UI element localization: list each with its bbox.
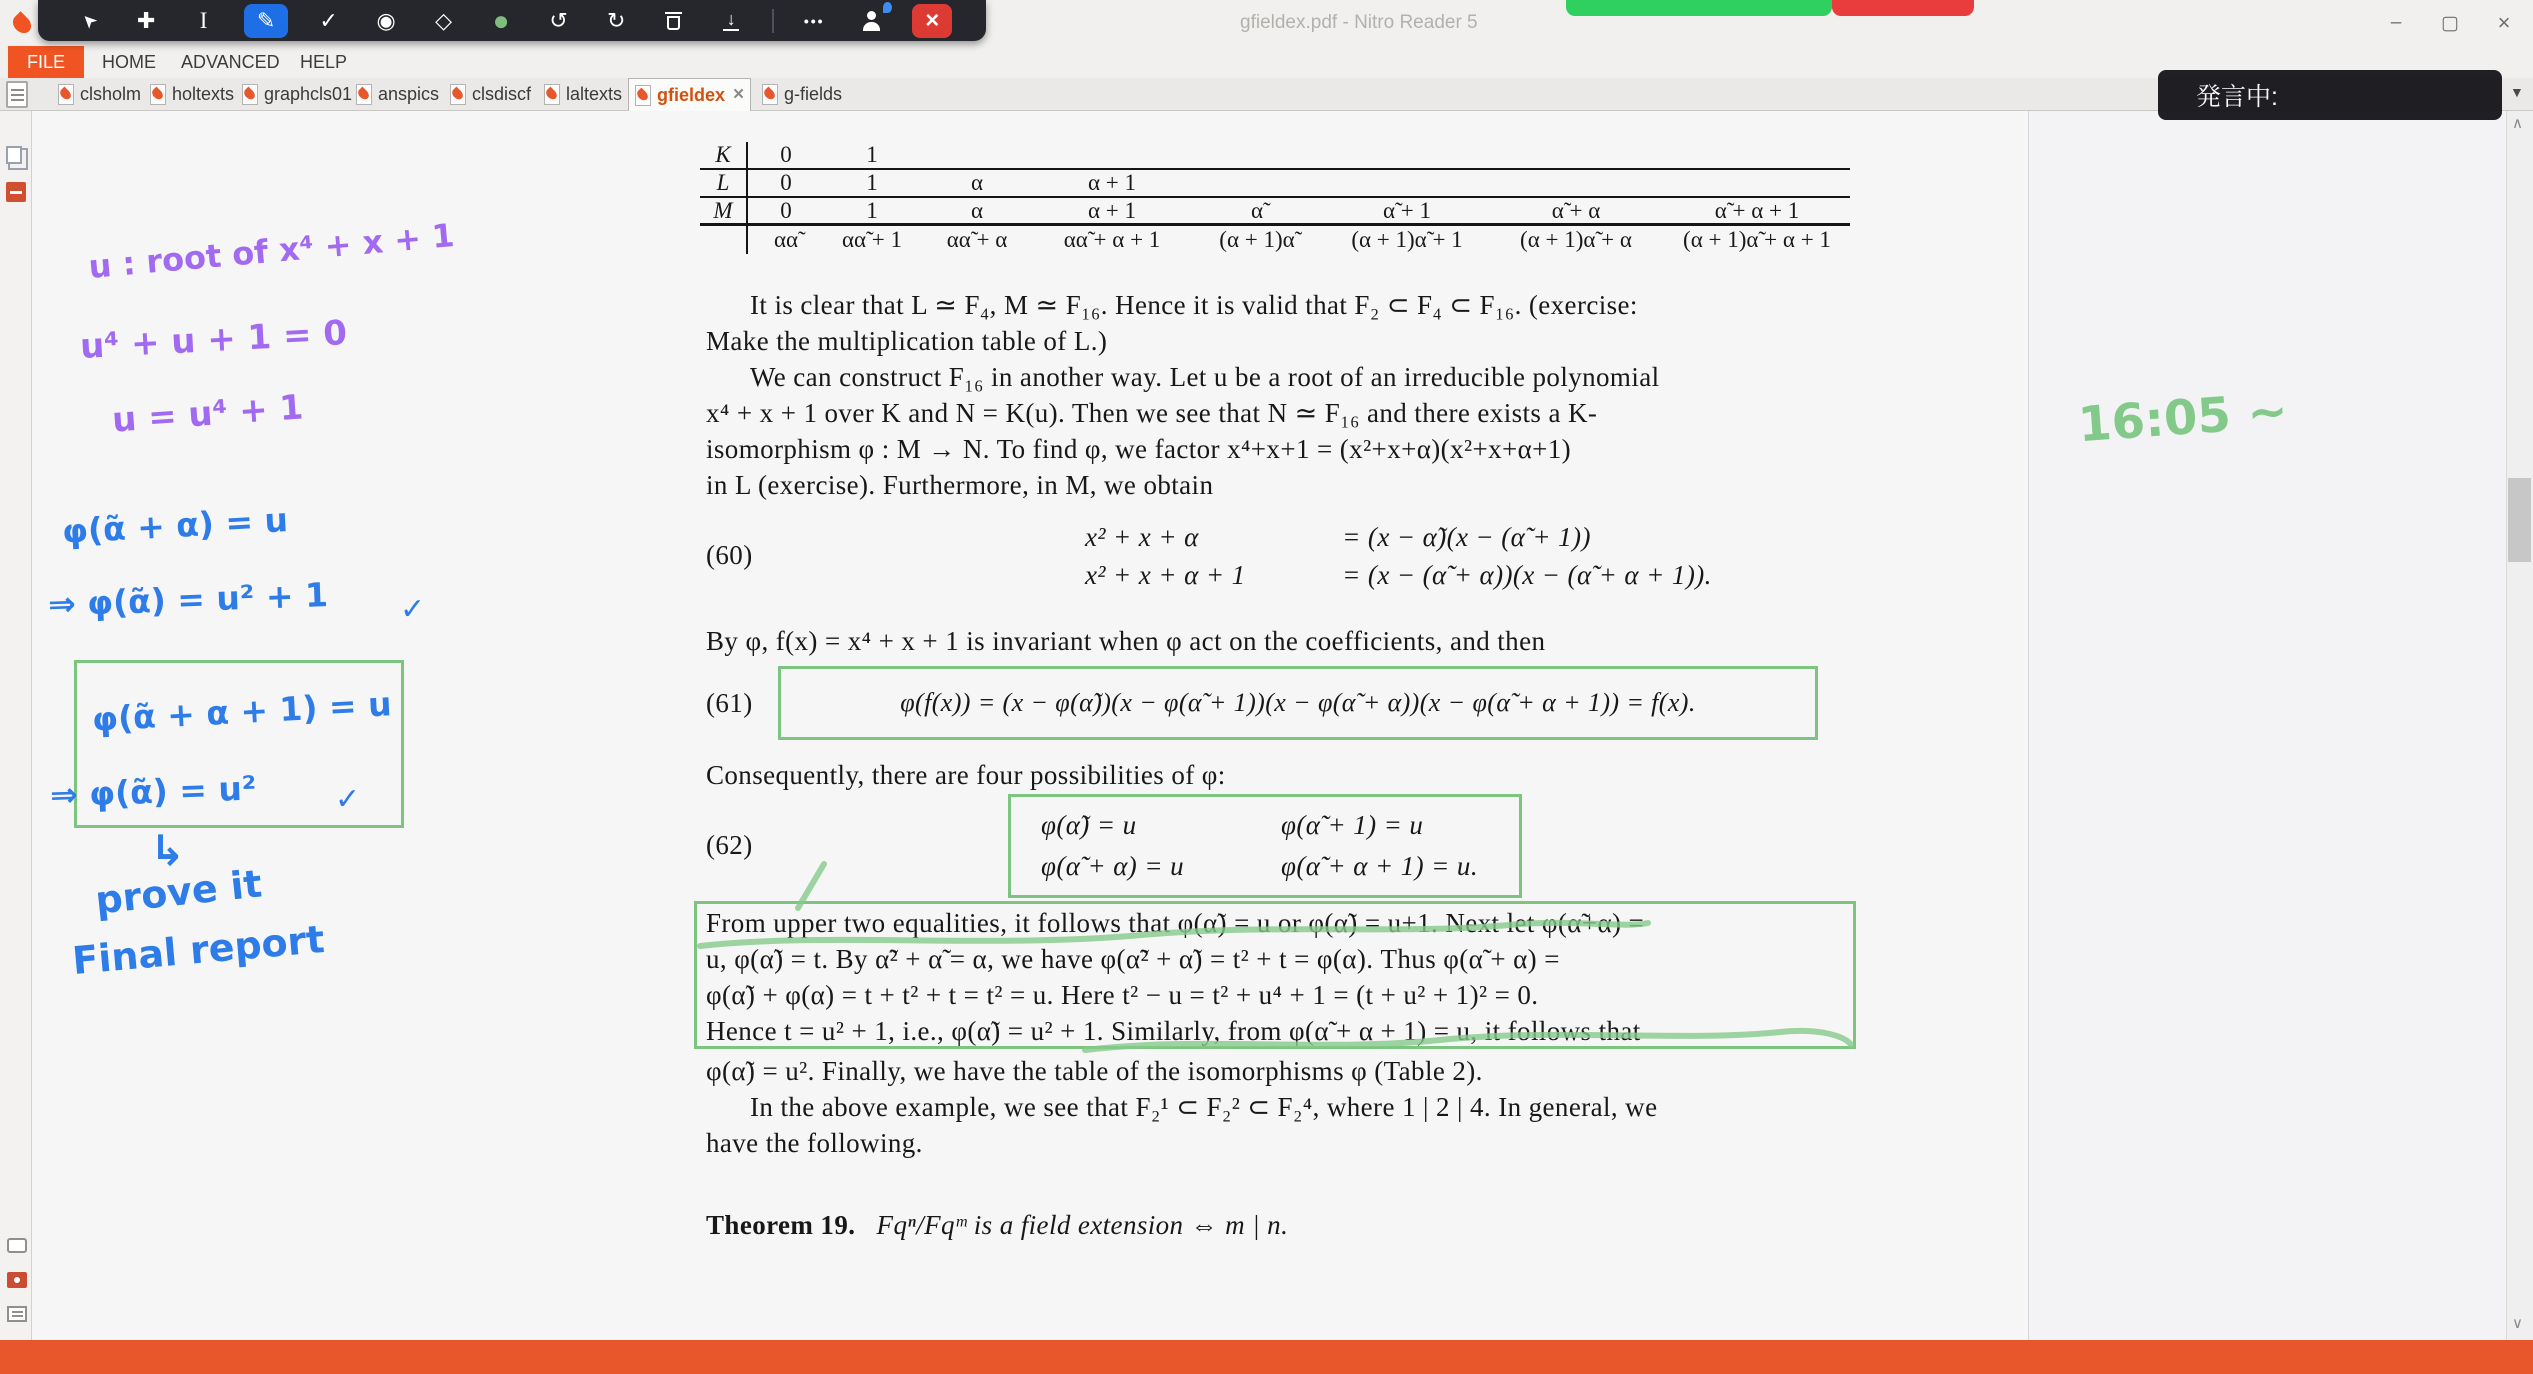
attachments-panel-icon[interactable] xyxy=(7,1306,27,1322)
menu-help[interactable]: HELP xyxy=(300,52,348,72)
equation-62-cell: φ(α̃ + α) = u xyxy=(1041,851,1185,881)
body-line: By φ, f(x) = x⁴ + x + 1 is invariant when φ act on the coefficients, and then xyxy=(706,626,1546,656)
equation-label: (60) xyxy=(706,540,753,570)
screen-share-red-bar[interactable] xyxy=(1832,0,1974,16)
blue-ink-check: ✓ xyxy=(335,782,361,817)
nitro-logo xyxy=(14,14,30,34)
scroll-down-icon[interactable]: ∨ xyxy=(2512,1315,2523,1332)
color-swatch-icon[interactable]: ● xyxy=(492,4,510,36)
body-line: isomorphism φ : M → N. To find φ, we factor x⁴+x+1 = (x²+x+α)(x²+x+α+1) xyxy=(706,434,1572,464)
bookmarks-panel-icon[interactable] xyxy=(6,182,26,202)
blue-ink-note: φ(α̃ + α) = u xyxy=(61,500,289,551)
tab-clsholm[interactable]: clsholm xyxy=(52,78,147,111)
scrollbar-thumb[interactable] xyxy=(2508,478,2531,562)
blue-ink-note: Final report xyxy=(70,917,327,983)
table-row: K 0 1 xyxy=(700,142,1850,170)
redo-icon[interactable]: ↻ xyxy=(606,7,626,33)
tab-holtexts[interactable]: holtexts xyxy=(144,78,240,111)
maximize-button[interactable]: ▢ xyxy=(2441,12,2459,34)
equation-60-line2: x² + x + α + 1 = (x − (α̃ + α))(x − (α̃ + α + 1)). xyxy=(1085,560,1712,590)
blue-ink-note: ⇒ φ(α̃) = u² xyxy=(49,768,257,815)
canvas-right-area xyxy=(2028,111,2506,1340)
move-tool-icon[interactable]: ✚ xyxy=(136,7,156,33)
close-button[interactable]: × xyxy=(2497,10,2511,35)
body-line: u, φ(α̃) = t. By α̃² + α̃ = α, we have φ(α̃² + α̃) = t² + t = φ(α). Thus φ(α̃ + α) = xyxy=(706,944,1560,974)
pdf-file-icon xyxy=(544,84,560,105)
body-line: in L (exercise). Furthermore, in M, we obtain xyxy=(706,470,1214,500)
more-options-icon[interactable]: ••• xyxy=(803,12,825,29)
body-line: Make the multiplication table of L.) xyxy=(706,326,1108,356)
field-table xyxy=(700,142,1850,254)
tab-g-fields[interactable]: g-fields xyxy=(756,78,848,111)
body-line: Hence t = u² + 1, i.e., φ(α̃) = u² + 1. Similarly, from φ(α̃ + α + 1) = u, it follows that xyxy=(706,1016,1641,1046)
trash-icon[interactable] xyxy=(657,4,691,38)
menu-advanced[interactable]: ADVANCED xyxy=(181,52,280,72)
tab-close-icon[interactable]: × xyxy=(733,84,745,105)
vertical-scrollbar[interactable] xyxy=(2506,111,2533,1340)
close-annotation-icon[interactable]: × xyxy=(912,4,952,38)
pen-tool-icon[interactable]: ✎ xyxy=(244,4,288,38)
undo-icon[interactable]: ↺ xyxy=(549,7,568,33)
tab-gfieldex[interactable]: gfieldex × xyxy=(628,78,751,111)
select-cursor-icon[interactable]: ➤ xyxy=(75,8,101,34)
blue-ink-hook: ↳ xyxy=(150,826,186,875)
participants-annotation-icon[interactable] xyxy=(855,4,889,38)
table-row: M 0 1 α α + 1 α̃ α̃ + 1 α̃ + α α̃ + α + 1 xyxy=(700,198,1850,226)
purple-ink-note: u⁴ + u + 1 = 0 xyxy=(79,313,348,367)
body-line: x⁴ + x + 1 over K and N = K(u). Then we see that N ≃ F₁₆ and there exists a K- xyxy=(706,398,1598,428)
tab-overflow-icon[interactable]: ▼ xyxy=(2510,84,2524,100)
body-line: Consequently, there are four possibilities of φ: xyxy=(706,760,1226,790)
equation-label: (61) xyxy=(706,688,753,718)
left-panel-rail xyxy=(0,111,32,1340)
minimize-button[interactable]: – xyxy=(2390,12,2402,33)
body-line: We can construct F₁₆ in another way. Let u be a root of an irreducible polynomial xyxy=(750,362,1660,392)
pdf-file-icon xyxy=(242,84,258,105)
sidebar-toggle-icon[interactable] xyxy=(6,81,28,108)
equation-62-cell: φ(α̃) = u xyxy=(1041,810,1137,840)
tab-laltexts[interactable]: laltexts xyxy=(538,78,628,111)
equation-62-cell: φ(α̃ + α + 1) = u. xyxy=(1281,851,1478,881)
check-stamp-icon[interactable]: ✓ xyxy=(319,7,338,33)
pdf-file-icon xyxy=(450,84,466,105)
green-annotation-box-eq61 xyxy=(778,666,1818,740)
equation-62-cell: φ(α̃ + 1) = u xyxy=(1281,810,1424,840)
blue-ink-note: ⇒ φ(α̃) = u² + 1 xyxy=(47,575,329,624)
pdf-file-icon xyxy=(150,84,166,105)
pdf-file-icon xyxy=(356,84,372,105)
window-title: gfieldex.pdf - Nitro Reader 5 xyxy=(1240,12,1478,33)
body-line: have the following. xyxy=(706,1128,923,1158)
pdf-file-icon xyxy=(762,84,778,105)
green-ink-time-note: 16:05 ~ xyxy=(2076,382,2290,454)
screen-share-green-bar[interactable] xyxy=(1566,0,1832,16)
table-row: L 0 1 α α + 1 xyxy=(700,170,1850,198)
table-vertical-rule xyxy=(746,142,748,254)
pdf-file-icon xyxy=(58,84,74,105)
eraser-tool-icon[interactable]: ◇ xyxy=(435,7,453,33)
blue-ink-check: ✓ xyxy=(400,592,426,627)
body-line: It is clear that L ≃ F₄, M ≃ F₁₆. Hence it is valid that F₂ ⊂ F₄ ⊂ F₁₆. (exercise: xyxy=(750,290,1638,320)
blue-ink-note: φ(α̃ + α + 1) = u xyxy=(91,684,393,739)
pdf-file-icon xyxy=(635,85,651,106)
speaking-indicator-overlay xyxy=(2158,70,2502,120)
menu-file[interactable]: FILE xyxy=(8,46,84,78)
spotlight-tool-icon[interactable]: ◉ xyxy=(376,7,396,33)
comments-panel-icon[interactable] xyxy=(7,1238,27,1253)
purple-ink-note: u = u⁴ + 1 xyxy=(110,387,305,441)
body-line: From upper two equalities, it follows that φ(α̃) = u or φ(α̃) = u+1. Next let φ(α̃+α) = xyxy=(706,908,1645,938)
body-line: φ(α̃) + φ(α) = t + t² + t = t² = u. Here t² − u = t² + u⁴ + 1 = (t + u² + 1)² = 0. xyxy=(706,980,1539,1010)
table-row: αα̃ αα̃ + 1 αα̃ + α αα̃ + α + 1 (α + 1)α̃ (α + 1)α̃ + 1 (α + 1)α̃ + α (α + 1)α̃ + α + 1 xyxy=(773,227,1831,252)
blue-ink-note: prove it xyxy=(93,861,264,923)
purple-ink-note: u : root of x⁴ + x + 1 xyxy=(87,216,456,286)
body-line: In the above example, we see that F₂¹ ⊂ F₂² ⊂ F₂⁴, where 1 | 2 | 4. In general, we xyxy=(750,1092,1658,1122)
body-line: φ(α̃) = u². Finally, we have the table of the isomorphisms φ (Table 2). xyxy=(706,1056,1483,1086)
tab-graphcls01[interactable]: graphcls01 xyxy=(236,78,358,111)
equation-60-line1: x² + x + α = (x − α̃)(x − (α̃ + 1)) xyxy=(1085,522,1591,552)
theorem-line xyxy=(706,1210,1288,1241)
theorem-head: Theorem 19. xyxy=(706,1210,856,1240)
tab-clsdiscf[interactable]: clsdiscf xyxy=(444,78,537,111)
equation-61: φ(f(x)) = (x − φ(α̃))(x − φ(α̃ + 1))(x − φ(α̃ + α))(x − φ(α̃ + α + 1)) = f(x). xyxy=(900,688,1696,717)
menu-home[interactable]: HOME xyxy=(102,52,156,72)
pages-panel-icon[interactable] xyxy=(6,146,22,164)
status-bar xyxy=(0,1340,2533,1374)
green-strikethrough-ink xyxy=(680,860,1880,1060)
toolbar-divider xyxy=(772,9,774,33)
annotation-toolbar xyxy=(38,0,986,41)
scroll-up-icon[interactable]: ∧ xyxy=(2512,115,2523,132)
equation-label: (62) xyxy=(706,830,753,860)
tab-anspics[interactable]: anspics xyxy=(350,78,445,111)
sound-comment-icon[interactable] xyxy=(7,1272,27,1288)
speaking-label: 発言中: xyxy=(2196,83,2278,111)
save-annotations-icon[interactable]: ↓ xyxy=(714,4,748,38)
theorem-body: Fqⁿ/Fqᵐ is a field extension ⇔ m | n. xyxy=(876,1210,1289,1240)
text-tool-icon[interactable]: I xyxy=(199,7,208,33)
